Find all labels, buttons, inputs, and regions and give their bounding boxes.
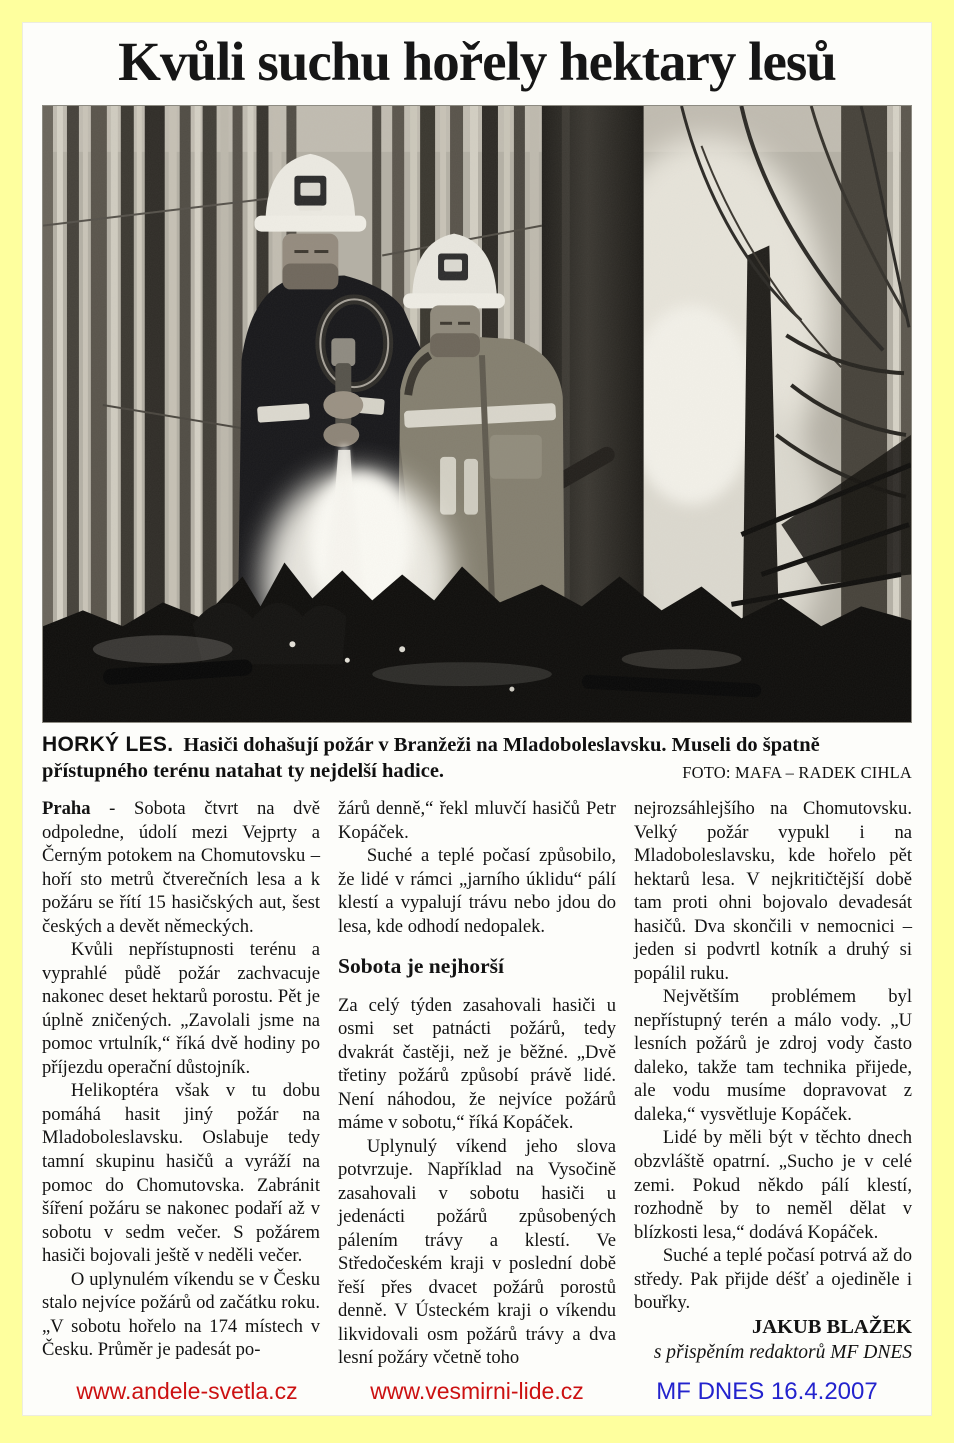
article-paragraph: Za celý týden zasahovali hasiči u osmi set patnácti požárů, tedy dvakrát častěji, než je běžné. „Dvě třetiny požárů způsobí právě lidé. Není náhodou, že nejvíce požárů máme v sobotu,“ říká Kopáček.: [338, 994, 616, 1134]
article-paragraph: [42, 797, 320, 938]
footer-row: [42, 1378, 912, 1406]
article-column-2: [338, 797, 616, 1370]
article-paragraph: Suché a teplé počasí potrvá až do středy. Pak přijde déšť a ojediněle i bouřky.: [634, 1245, 912, 1314]
newspaper-page: [22, 22, 932, 1416]
article-paragraph: Helikoptéra však v tu dobu pomáhá hasit jiný požár na Mladoboleslavsku. Oslabuje tedy tamní skupinu hasičů a vyráží na pomoc do Chomutovska. Zabránit šíření požáru se nakonec podaří až v sobotu v sedm večer. S požárem hasiči bojovali ještě v neděli večer.: [42, 1080, 320, 1267]
footer-source-date: MF DNES 16.4.2007: [656, 1377, 878, 1405]
article-paragraph: Největším problémem byl nepřístupný terén a málo vody. „U lesních požárů je zdroj vody často daleko, takže tam technika přijede, ale vodu musíme dopravovat z daleka,“ vysvětluje Kopáček.: [634, 986, 912, 1125]
photo-credit: FOTO: MAFA – RADEK CIHLA: [682, 762, 912, 782]
article-paragraph: O uplynulém víkendu se v Česku stalo nejvíce požárů od začátku roku. „V sobotu hořelo na 174 místech v Česku. Průměr je padesát po-: [42, 1268, 320, 1361]
article-photo: [42, 105, 912, 723]
article-byline-note: s přispěním redaktorů MF DNES: [653, 1341, 912, 1363]
article-paragraph: Lidé by měli být v těchto dnech obzvláště opatrní. „Sucho je v celé zemi. Pokud někdo pálí klestí, rozhodně by to neměl dělat v blízkosti lesa,“ dodává Kopáček.: [634, 1127, 912, 1243]
article-paragraph: Kvůli nepřístupnosti terénu a vyprahlé půdě požár zachvacuje nakonec deset hektarů porostu. Pět je úplně zničených. „Zavolali jsme na pomoc vrtulník,“ říká dvě hodiny po příjezdu operační důstojník.: [42, 939, 320, 1078]
article-column-1: [42, 797, 320, 1370]
paragraph-text: - Sobota čtvrt na dvě odpoledne, údolí mezi Vejprty a Černým potokem na Chomutovsku – hoří sto metrů čtverečních lesa a k požáru se řítí 15 hasičských aut, šest českých a devět německých.: [42, 798, 320, 937]
footer-url-center: www.vesmirni-lide.cz: [370, 1378, 584, 1405]
article-subhead: Sobota je nejhorší: [338, 954, 505, 979]
article-byline: JAKUB BLAŽEK: [751, 1315, 912, 1338]
article-column-3: [634, 797, 912, 1370]
photo-caption: [42, 732, 912, 784]
article-paragraph: žárů denně,“ řekl mluvčí hasičů Petr Kopáček.: [338, 798, 616, 843]
article-paragraph: nejrozsáhlejšího na Chomutovsku. Velký požár vypukl i na Mladoboleslavsku, kde hořelo pět hektarů lesa. V nejkritičtější době tam proti ohni bojovalo devadesát hasičů. Dva skončili v nemocnici – jeden si podvrtl kotník a druhý si popálil ruku.: [634, 798, 912, 984]
article-body: [42, 797, 912, 1370]
article-paragraph: Uplynulý víkend jeho slova potvrzuje. Například na Vysočině zasahovali v sobotu hasiči u jedenácti požárů způsobených pálením trávy a klestí. Ve Středočeském kraji v poslední době řeší přes dvacet požárů porostů denně. V Ústeckém kraji o víkendu likvidovali osm požárů trávy a dva lesní požáry včetně toho: [338, 1135, 616, 1369]
caption-text: Hasiči dohašují požár v Branžeži na Mladoboleslavsku. Museli do špatně přístupného terénu natahat ty nejdelší hadice.: [42, 734, 820, 782]
dateline: Praha: [42, 798, 91, 820]
caption-kicker: HORKÝ LES.: [42, 733, 174, 756]
article-paragraph: Suché a teplé počasí způsobilo, že lidé v rámci „jarního úklidu“ pálí klestí a vypalují trávu nebo jdou do lesa, kde odhodí nedopalek.: [338, 845, 616, 937]
footer-url-left: www.andele-svetla.cz: [76, 1378, 298, 1405]
forest-fire-photo-illustration: [43, 106, 911, 722]
article-headline: Kvůli suchu hořely hektary lesů: [118, 31, 836, 92]
